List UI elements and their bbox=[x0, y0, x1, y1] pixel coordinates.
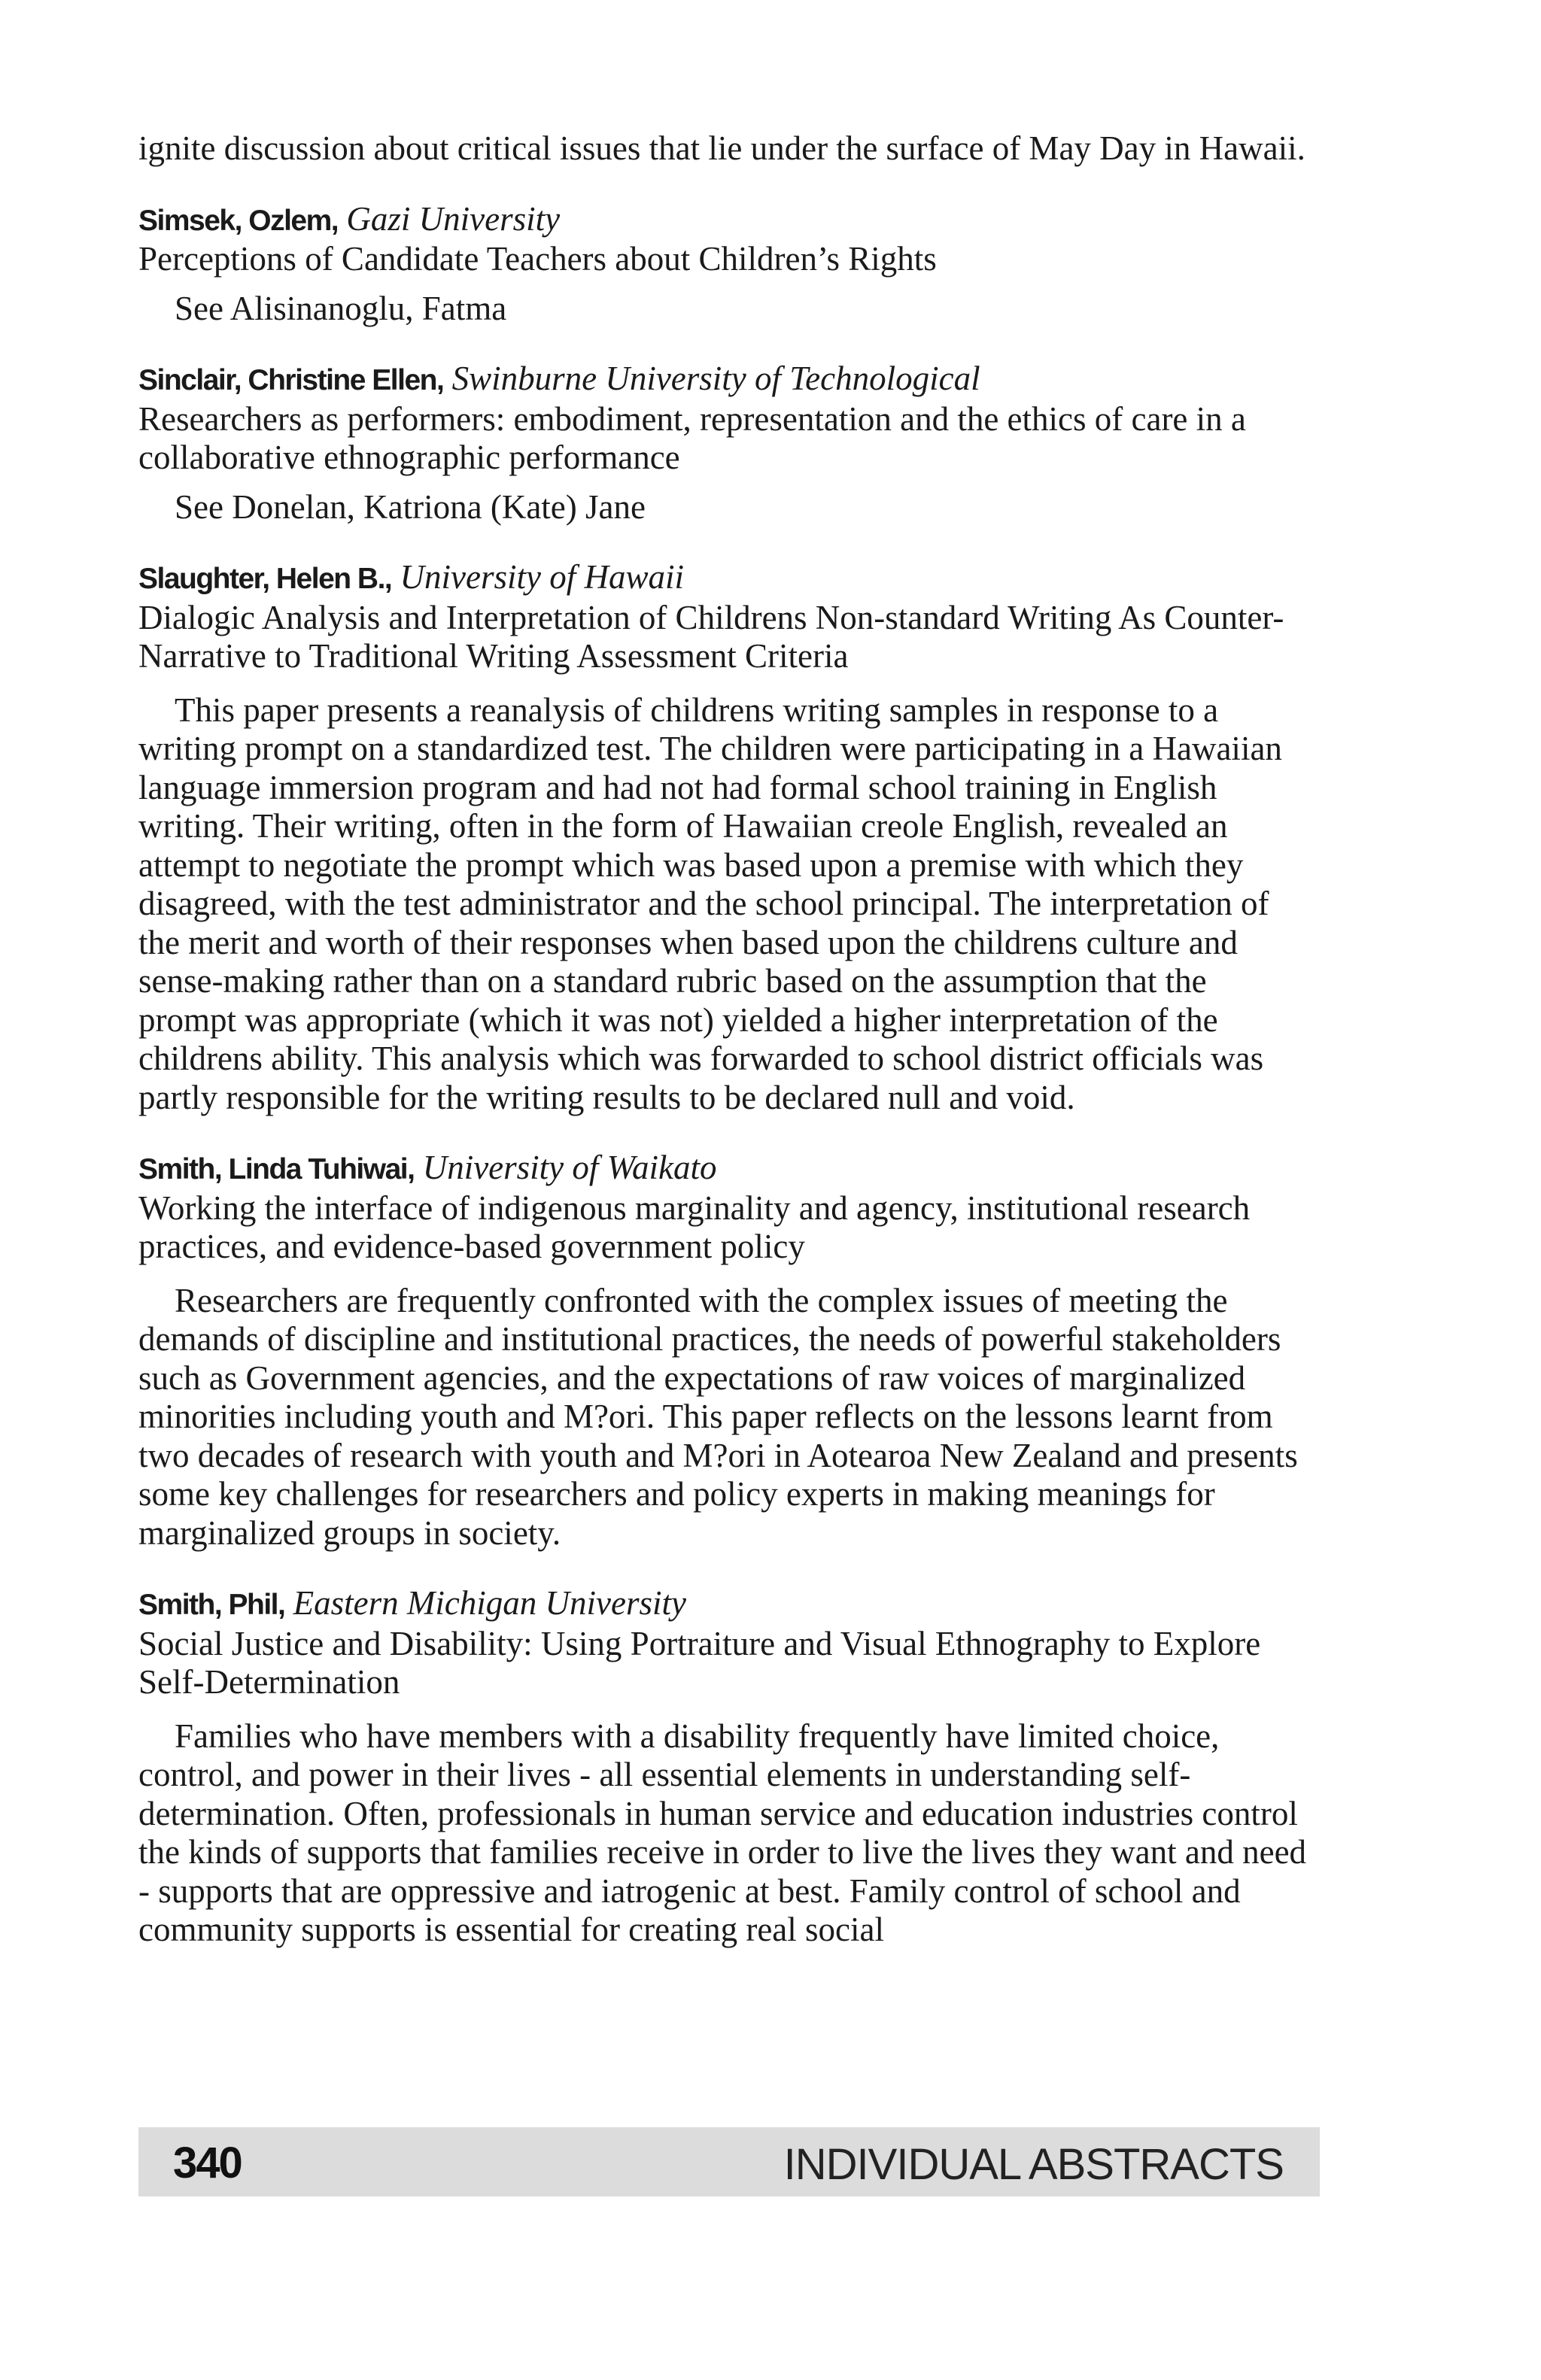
abstract-entry bbox=[138, 200, 1312, 329]
author-affiliation: Gazi University bbox=[346, 199, 561, 238]
abstract-text: Families who have members with a disability frequently have limited choice, control, and power in their lives - all essential elements in understanding self-determination. Often, professionals in human service and education industries control the kinds of supports that families receive in order to live the lives they want and need - supports that are oppressive and iatrogenic at best. Family control of school and community supports is essential for creating real social bbox=[138, 1717, 1307, 1948]
page-footer-band bbox=[138, 2127, 1320, 2196]
author-affiliation: Swinburne University of Technological bbox=[451, 360, 980, 397]
abstract-entry bbox=[138, 1149, 1312, 1553]
abstract-text: Researchers are frequently confronted with the complex issues of meeting the demands of discipline and institutional practices, the needs of powerful stakeholders such as Government agencies, and the expectations of raw voices of marginalized minorities including youth and M?ori. This paper reflects on the lessons learnt from two decades of research with youth and M?ori in Aotearoa New Zealand and presents some key challenges for researchers and policy experts in making meanings for marginalized groups in society. bbox=[138, 1281, 1298, 1552]
paper-title: Working the interface of indigenous marginality and agency, institutional research practices, and evidence-based government policy bbox=[138, 1188, 1251, 1265]
paper-title: Perceptions of Candidate Teachers about Children’s Rights bbox=[138, 240, 937, 278]
abstract-text: See Donelan, Katriona (Kate) Jane bbox=[175, 487, 646, 526]
paper-title: Researchers as performers: embodiment, representation and the ethics of care in a collaborative ethnographic performance bbox=[138, 399, 1246, 476]
abstract-entry bbox=[138, 558, 1312, 1117]
page-number: 340 bbox=[173, 2139, 242, 2187]
author-name: Smith, Phil, bbox=[138, 1589, 285, 1621]
entry-heading bbox=[138, 200, 1312, 241]
abstract-text: This paper presents a reanalysis of childrens writing samples in response to a writing prompt on a standardized test. The children were participating in a Hawaiian language immersion program and had not had formal school training in English writing. Their writing, often in the form of Hawaiian creole English, revealed an attempt to negotiate the prompt which was based upon a premise with which they disagreed, with the test administrator and the school principal. The interpretation of the merit and worth of their responses when based upon the childrens culture and sense-making rather than on a standard rubric based on the assumption that the prompt was appropriate (which it was not) yielded a higher interpretation of the childrens ability. This analysis which was forwarded to school district officials was partly responsible for the writing results to be declared null and void. bbox=[138, 691, 1282, 1116]
entry-heading bbox=[138, 558, 1312, 599]
author-affiliation: Eastern Michigan University bbox=[293, 1584, 687, 1622]
entry-heading bbox=[138, 1584, 1312, 1625]
paper-title: Social Justice and Disability: Using Portraiture and Visual Ethnography to Explore Self-Determination bbox=[138, 1624, 1261, 1701]
section-title: INDIVIDUAL ABSTRACTS bbox=[783, 2140, 1284, 2189]
author-affiliation: University of Waikato bbox=[422, 1149, 717, 1186]
abstract-entry bbox=[138, 1584, 1312, 1950]
author-name: Simsek, Ozlem, bbox=[138, 204, 339, 237]
author-name: Slaughter, Helen B., bbox=[138, 563, 392, 595]
entry-heading bbox=[138, 1149, 1312, 1189]
abstracts-column bbox=[138, 129, 1312, 1950]
entry-heading bbox=[138, 360, 1312, 400]
continuation-text: ignite discussion about critical issues that lie under the surface of May Day in Hawaii. bbox=[138, 129, 1305, 167]
author-name: Smith, Linda Tuhiwai, bbox=[138, 1153, 415, 1185]
paper-title: Dialogic Analysis and Interpretation of Childrens Non-standard Writing As Counter-Narrative to Traditional Writing Assessment Criteria bbox=[138, 598, 1284, 675]
abstract-text: See Alisinanoglu, Fatma bbox=[175, 289, 507, 327]
author-name: Sinclair, Christine Ellen, bbox=[138, 364, 444, 396]
author-affiliation: University of Hawaii bbox=[400, 558, 684, 596]
abstract-entry bbox=[138, 360, 1312, 527]
